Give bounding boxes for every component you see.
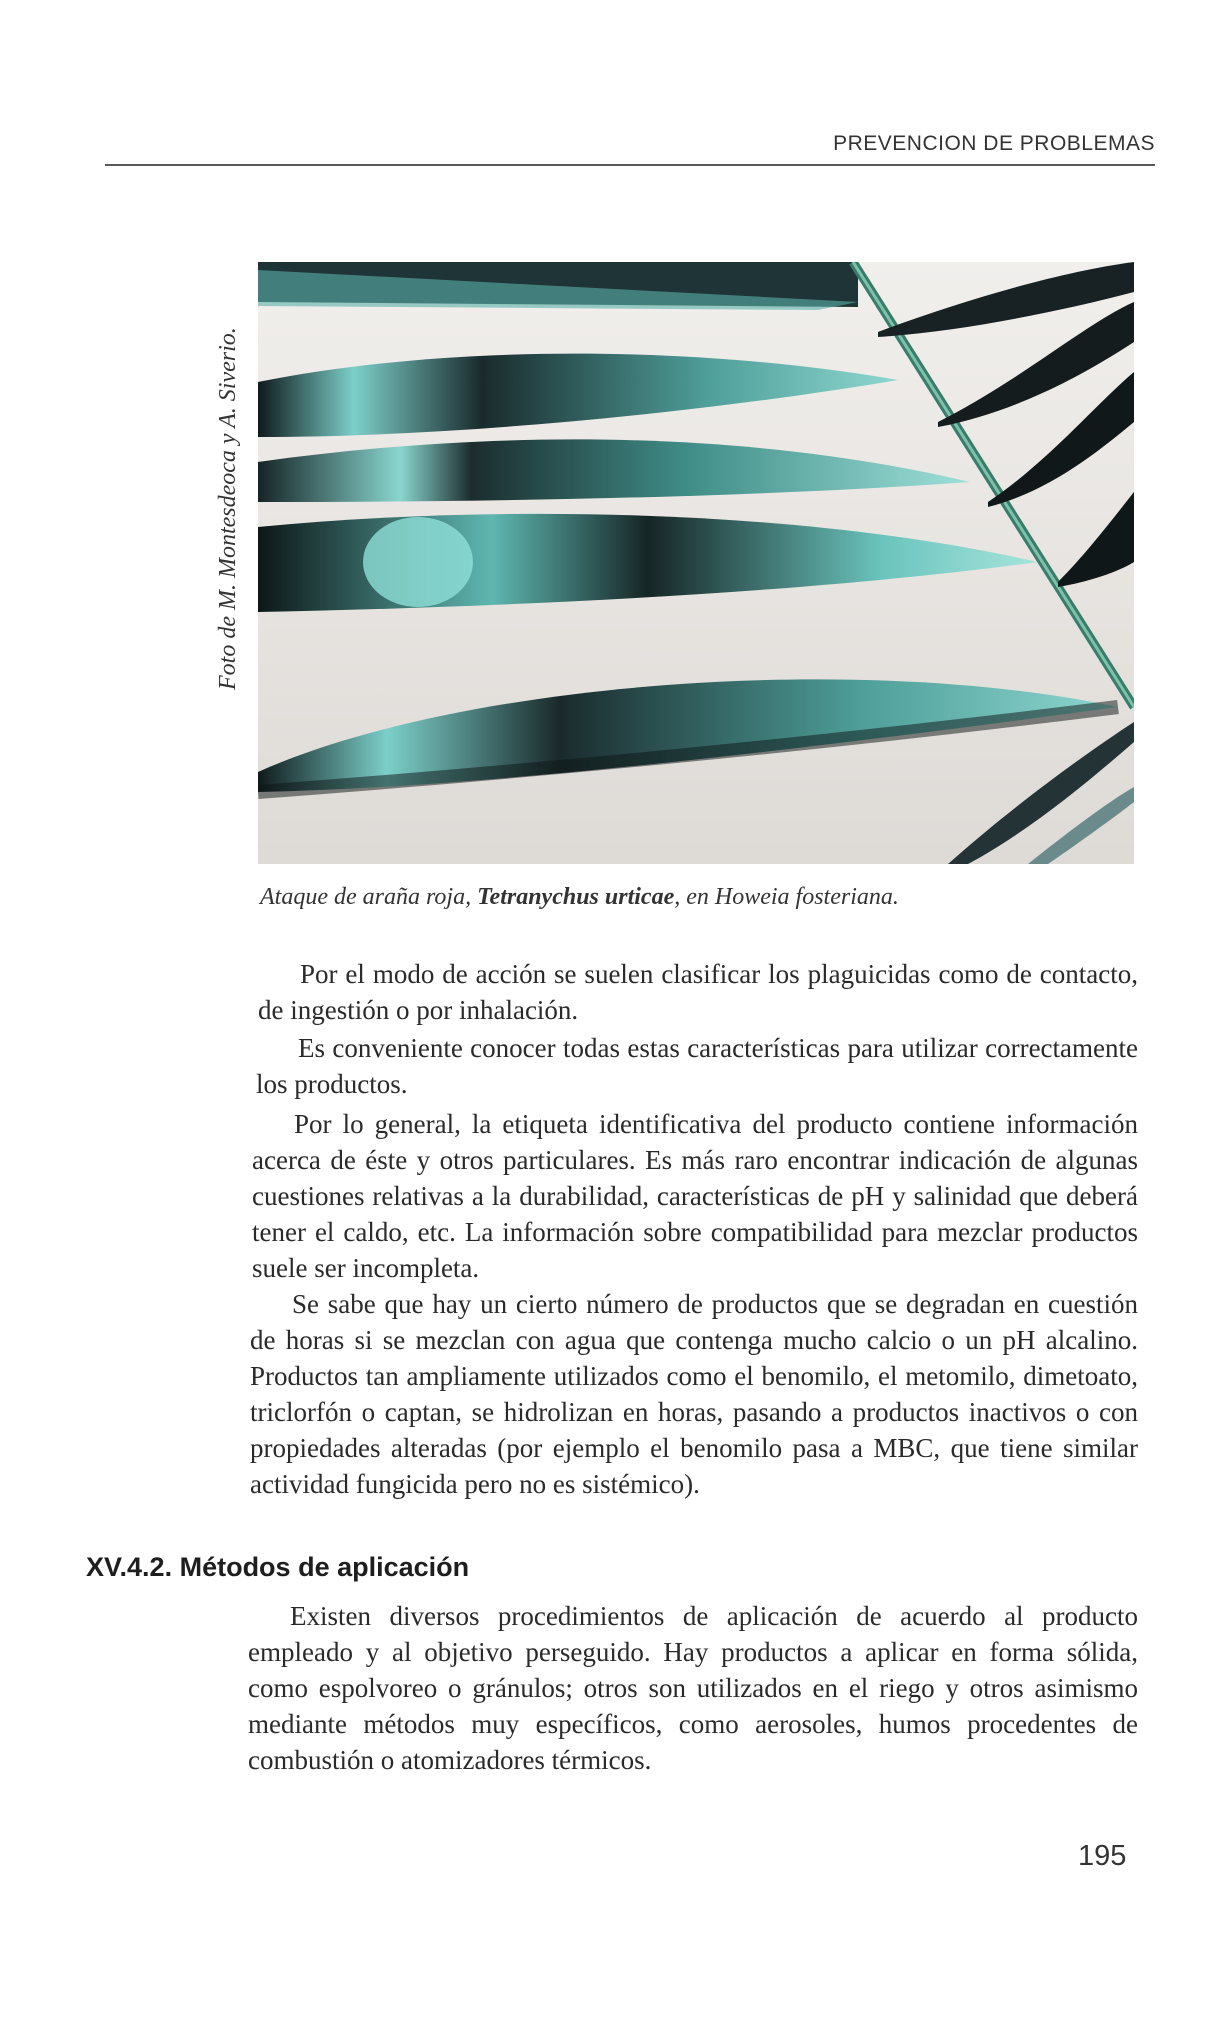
palm-leaf-illustration (258, 262, 1134, 864)
running-title: PREVENCION DE PROBLEMAS (833, 132, 1155, 155)
body-paragraph: Por lo general, la etiqueta identificativa del producto contiene información acerca de éste y otros particulares. Es más raro encontrar indicación de algunas cuestiones relativas a la durabilidad, características de pH y salinidad que deberá tener el caldo, etc. La información sobre compatibilidad para mezclar productos suele ser incompleta. (252, 1109, 1138, 1283)
section-paragraph: Existen diversos procedimientos de aplicación de acuerdo al producto empleado y al objetivo perseguido. Hay productos a aplicar en forma sólida, como espolvoreo o gránulos; otros son utilizados en el riego y otros asimismo mediante métodos muy específicos, como aerosoles, humos procedentes de combustión o atomizadores térmicos. (248, 1601, 1138, 1775)
section-heading: XV.4.2. Métodos de aplicación (86, 1552, 470, 1582)
palm-leaf-photo (258, 262, 1134, 864)
body-paragraph: Es conveniente conocer todas estas características para utilizar correctamente los productos. (256, 1033, 1138, 1099)
body-paragraph: Por el modo de acción se suelen clasificar los plaguicidas como de contacto, de ingestión o por inhalación. (258, 959, 1138, 1025)
body-paragraph: Se sabe que hay un cierto número de productos que se degradan en cuestión de horas si se mezclan con agua que contenga mucho calcio o un pH alcalino. Productos tan ampliamente utilizados como el benomilo, el metomilo, dimetoato, triclorfón o captan, se hidrolizan en horas, pasando a productos inactivos o con propiedades alteradas (por ejemplo el benomilo pasa a MBC, que tiene similar actividad fungicida pero no es sistémico). (250, 1289, 1138, 1499)
caption-text-start: Ataque de araña roja, (260, 884, 478, 910)
figure-caption (260, 884, 899, 911)
running-header (105, 132, 1155, 166)
photo-credit: Foto de M. Montesdeoca y A. Siverio. (215, 327, 241, 690)
page-number: 195 (1078, 1840, 1127, 1872)
caption-text-end: , en Howeia fosteriana. (674, 884, 899, 910)
caption-species: Tetranychus urticae (477, 884, 675, 910)
